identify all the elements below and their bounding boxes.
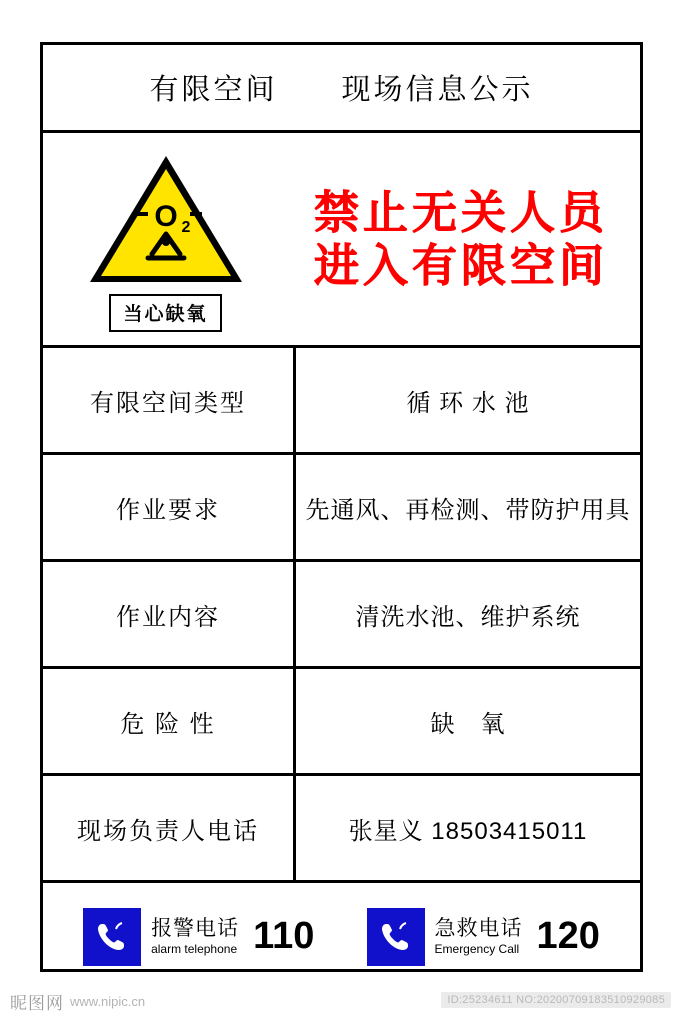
row-label: 作业要求 xyxy=(43,455,296,559)
sign-title-row xyxy=(43,45,640,133)
table-row xyxy=(43,776,640,883)
sign-banner-row xyxy=(43,133,640,348)
telephone-icon xyxy=(83,908,141,966)
phone-item-emergency xyxy=(367,908,600,966)
row-value: 先通风、再检测、带防护用具 xyxy=(305,496,631,524)
warning-caption: 当心缺氧 xyxy=(109,294,221,332)
table-row xyxy=(43,562,640,669)
emergency-phone-row xyxy=(43,883,640,990)
watermark-logo: 昵图网 xyxy=(10,993,64,1013)
warning-symbol-block xyxy=(43,133,288,345)
phone-labels-alarm xyxy=(151,917,239,956)
table-row xyxy=(43,669,640,776)
svg-text:2: 2 xyxy=(181,219,190,236)
row-value: 缺 氧 xyxy=(430,710,506,738)
table-row xyxy=(43,348,640,455)
phone-label-cn: 报警电话 xyxy=(151,916,240,940)
safety-sign-board xyxy=(40,42,643,972)
table-row xyxy=(43,455,640,562)
row-value: 循 环 水 池 xyxy=(406,389,530,417)
prohibition-headline xyxy=(288,133,640,345)
row-label: 危 险 性 xyxy=(43,669,296,773)
row-value: 清洗水池、维护系统 xyxy=(355,603,581,631)
headline-line-2: 进入有限空间 xyxy=(313,240,608,291)
phone-labels-emergency xyxy=(435,917,523,956)
headline-line-1: 禁止无关人员 xyxy=(313,186,608,238)
phone-label-cn: 急救电话 xyxy=(434,916,523,940)
oxygen-deficiency-warning-icon xyxy=(86,150,246,288)
row-label: 现场负责人电话 xyxy=(43,776,296,880)
row-value: 张星义 18503415011 xyxy=(348,817,588,845)
page-title: 有限空间 现场信息公示 xyxy=(149,74,534,106)
svg-text:O: O xyxy=(153,200,178,233)
phone-label-en: Emergency Call xyxy=(434,941,520,956)
phone-label-en: alarm telephone xyxy=(151,941,238,956)
watermark-brand xyxy=(10,989,145,1014)
phone-number: 110 xyxy=(253,915,315,957)
row-label: 有限空间类型 xyxy=(43,348,296,452)
watermark-bar xyxy=(0,978,683,1024)
phone-number: 120 xyxy=(536,915,600,957)
watermark-id: ID:25234611 NO:20200709183510929085 xyxy=(441,992,671,1008)
watermark-url: www.nipic.cn xyxy=(70,993,146,1009)
row-label: 作业内容 xyxy=(43,562,296,666)
phone-item-alarm xyxy=(83,908,314,966)
telephone-icon xyxy=(367,908,425,966)
